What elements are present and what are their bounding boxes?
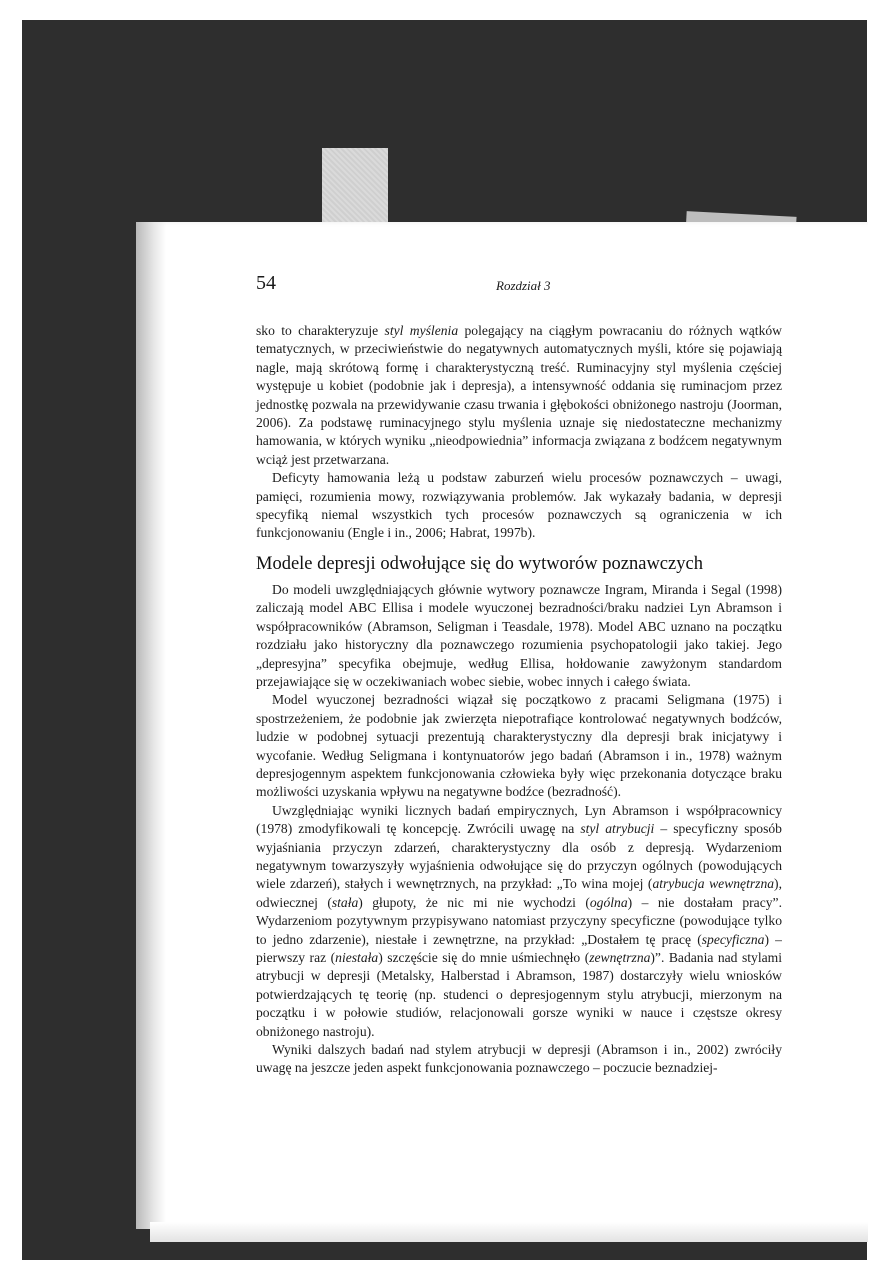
text-run: Uwzględniając wyniki licznych badań empirycznych, Lyn Abramson i współpracownicy (1978) zmodyfikowali tę koncepcję. Zwrócili uwagę na xyxy=(256,802,782,837)
italic-term: niestała xyxy=(335,950,379,965)
page-bottom-edge xyxy=(150,1222,868,1242)
paragraph-5 xyxy=(256,802,782,1041)
section-heading: Modele depresji odwołujące się do wytworów poznawczych xyxy=(256,553,703,574)
italic-term: stała xyxy=(331,894,359,910)
text-run: ) szczęście się do mnie uśmiechnęło ( xyxy=(378,950,590,965)
italic-term: zewnętrzna xyxy=(589,950,651,965)
italic-term: styl myślenia xyxy=(384,323,459,338)
paragraph-6: Wyniki dalszych badań nad stylem atrybucji w depresji (Abramson i in., 2002) zwróciły uwagę na jeszcze jeden aspekt funkcjonowania poznawczego – poczucie beznadziej- xyxy=(256,1042,782,1076)
text-run: ) głupoty, że nic mi nie wychodzi ( xyxy=(358,894,590,910)
text-run: ), odwiecznej ( xyxy=(256,876,782,910)
text-run: )”. Badania nad stylami atrybucji w depresji (Metalsky, Halberstad i Abramson, 1987) dostarczyły wielu wniosków potwierdzających tę teorię (np. studenci o depresjogennym stylu atrybucji, mierzonym na początku i w połowie studiów, relacjonowali gorsze wyniki w nauce i częstsze okresy obniżonego nastroju). xyxy=(256,950,782,1039)
paragraph-3: Do modeli uwzględniających głównie wytwory poznawcze Ingram, Miranda i Segal (1998) zaliczają model ABC Ellisa i modele wyuczonej bezradności/braku nadziei Lyn Abramson i współpracowników (Abramson, Seligman i Teasdale, 1978). Model ABC uznano na początku rozdziału jako historyczny dla poznawczego rozumienia psychopatologii jako takiej. Jego „depresyjna” specyfika obejmuje, według Ellisa, hołdowanie zawyżonym standardom przejawiające się w oczekiwaniach wobec siebie, wobec innych i całego świata. xyxy=(256,581,782,689)
paragraph-2: Deficyty hamowania leżą u podstaw zaburzeń wielu procesów poznawczych – uwagi, pamięci, rozumienia mowy, rozwiązywania problemów. Jak wykazały badania, w depresji specyfiką niemal wszystkich tych procesów poznawczych są ograniczenia w ich funkcjonowaniu (Engle i in., 2006; Habrat, 1997b). xyxy=(256,470,782,541)
text-run: ) – nie dostałam pracy”. Wydarzeniom pozytywnym przypisywano natomiast przyczyny specyficzne (powodujące tylko to jedno zdarzenie), niestałe i zewnętrzne, na przykład: „Dostałem tę pracę ( xyxy=(256,894,782,947)
running-head: Rozdział 3 xyxy=(496,278,551,293)
page-number: 54 xyxy=(256,272,276,294)
paragraph-4: Model wyuczonej bezradności wiązał się początkowo z pracami Seligmana (1975) i spostrzeżeniem, że podobnie jak zwierzęta niepotrafiące kontrolować negatywnych bodźców, ludzie w podobnej sytuacji prezentują charakterystyczny dla depresji brak inicjatywy i wycofanie. Według Seligmana i kontynuatorów jego badań (Abramson i in., 1978) ważnym depresjogennym aspektem funkcjonowania człowieka były więc przekonania dotyczące braku możliwości uzyskania wpływu na negatywne bodźce (bezradność). xyxy=(256,692,782,800)
italic-term: styl atrybucji xyxy=(580,821,655,837)
italic-term: specyficzna xyxy=(701,931,765,947)
text-run: ) – pierwszy raz ( xyxy=(256,931,782,965)
text-run: – specyficzny sposób wyjaśniania przyczyn zdarzeń, charakterystyczny dla osób z depresją. Wydarzeniom negatywnym towarzyszyły wyjaśnienia odwołujące się do przyczyn ogólnych (powodujących wiele zdarzeń), stałych i wewnętrznych, na przykład: „To wina mojej ( xyxy=(256,821,782,892)
italic-term: atrybucja wewnętrzna xyxy=(652,876,775,892)
text-run: sko to charakteryzuje xyxy=(256,323,385,338)
paragraph-1 xyxy=(256,322,782,469)
italic-term: ogólna xyxy=(589,894,628,910)
body-text xyxy=(256,322,782,1078)
text-run: polegający na ciągłym powracaniu do różnych wątków tematycznych, w przeciwieństwie do negatywnych automatycznych myśli, które się pojawiają nagle, mają skrótową formę i charakterystyczną treść. Ruminacyjny styl myślenia częściej występuje u kobiet (podobnie jak i depresja), a intensywność oddania się ruminacjom przez jednostkę pozwala na przewidywanie czasu trwania i głębokości obniżonego nastroju (Joorman, 2006). Za podstawę ruminacyjnego stylu myślenia uznaje się niedostateczne mechanizmy hamowania, w których wyniku „nieodpowiednia” informacja związana z bodźcem negatywnym wciąż jest przetwarzana. xyxy=(256,323,782,467)
page-gutter-shadow xyxy=(136,222,166,1229)
